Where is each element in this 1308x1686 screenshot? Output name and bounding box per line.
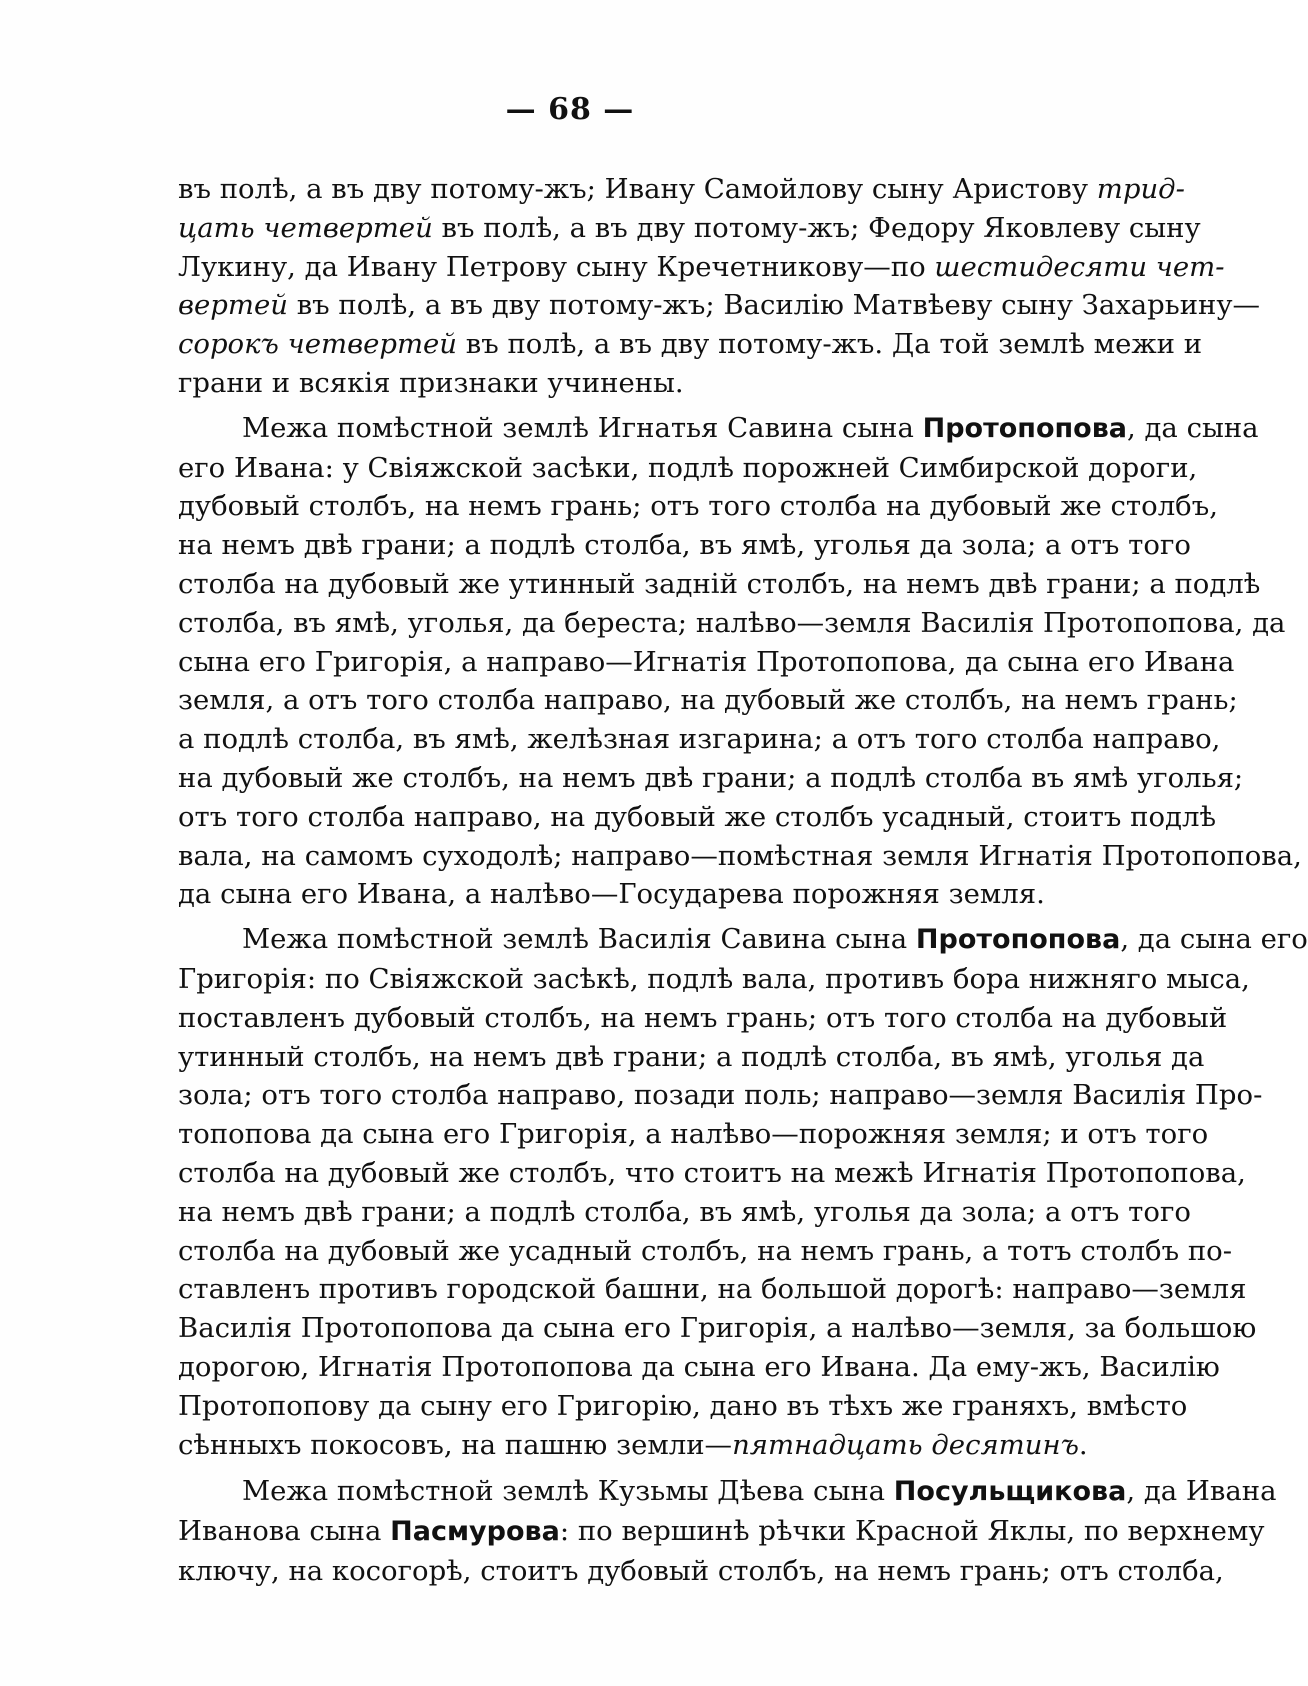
text-line: [178, 1115, 1209, 1154]
text-line: [178, 875, 1090, 914]
text-run: ставленъ противъ городской башни, на большой дорогѣ: направо—земля: [178, 1273, 1247, 1306]
text-line: [178, 604, 1286, 643]
text-run: ключу, на косогорѣ, стоитъ дубовый столбъ, на немъ грань; отъ столба,: [178, 1554, 1224, 1587]
text-run: грани и всякія признаки учинены.: [178, 366, 684, 399]
text-run: сѣнныхъ покосовъ, на пашню земли—: [178, 1428, 733, 1461]
italic-text: пятнадцать десятинъ: [732, 1428, 1079, 1461]
text-line: [178, 999, 1228, 1038]
paragraph-p1: [178, 170, 1261, 403]
text-run: топопова да сына его Григорія, а налѣво—порожняя земля; и отъ того: [178, 1118, 1209, 1151]
text-run: столба, въ ямѣ, уголья, да береста; налѣво—земля Василія Протопопова, да: [178, 606, 1286, 639]
text-run: столба на дубовый же столбъ, что стоитъ на межѣ Игнатія Протопопова,: [178, 1156, 1246, 1189]
page-number: — 68 —: [505, 92, 635, 127]
text-line: [178, 209, 1201, 248]
text-line: [178, 643, 1235, 682]
text-run: Иванова сына: [178, 1515, 391, 1548]
italic-text: шестидесяти чет-: [934, 250, 1225, 283]
bold-surname: Пасмурова: [390, 1516, 560, 1548]
text-line: [178, 487, 1218, 526]
text-run: , да сына: [1127, 411, 1259, 444]
text-run: отъ того столба направо, на дубовый же столбъ усадный, стоитъ подлѣ: [178, 800, 1217, 833]
text-run: Межа помѣстной землѣ Василія Савина сына: [242, 923, 916, 956]
text-run: Василія Протопопова да сына его Григорія, а налѣво—земля, за большою: [178, 1312, 1257, 1345]
text-line: [178, 759, 1244, 798]
bold-surname: Протопопова: [922, 412, 1128, 444]
text-line: [178, 1348, 1220, 1387]
text-run: столба на дубовый же утинный задній столбъ, на немъ двѣ грани; а подлѣ: [178, 567, 1261, 600]
text-run: дубовый столбъ, на немъ грань; отъ того столба на дубовый же столбъ,: [178, 490, 1218, 523]
text-run: да сына его Ивана, а налѣво—Государева порожняя земля.: [178, 878, 1045, 911]
text-line: [178, 837, 1302, 876]
text-line: [178, 1193, 1191, 1232]
text-run: .: [1078, 1428, 1088, 1461]
text-run: дорогою, Игнатія Протопопова да сына его Ивана. Да ему-жъ, Василію: [178, 1350, 1220, 1383]
bold-surname: Протопопова: [915, 924, 1121, 956]
text-line: [178, 449, 1198, 488]
text-line: [178, 681, 1238, 720]
text-run: поставленъ дубовый столбъ, на немъ грань; отъ того столба на дубовый: [178, 1001, 1228, 1034]
text-line: [178, 286, 1261, 325]
text-line: [178, 1426, 1090, 1465]
text-line: [178, 1154, 1246, 1193]
text-line: [178, 960, 1250, 999]
text-run: на немъ двѣ грани; а подлѣ столба, въ ямѣ, уголья да зола; а отъ того: [178, 529, 1191, 562]
text-run: зола; отъ того столба направо, позади поль; направо—земля Василія Про-: [178, 1079, 1263, 1112]
text-run: а подлѣ столба, въ ямѣ, желѣзная изгарина; а отъ того столба направо,: [178, 723, 1221, 756]
text-line: [178, 1387, 1188, 1426]
text-run: въ полѣ, а въ дву потому-жъ; Василію Матвѣеву сыну Захарьину—: [287, 289, 1261, 322]
text-run: на дубовый же столбъ, на немъ двѣ грани; а подлѣ столба въ ямѣ уголья;: [178, 761, 1244, 794]
text-run: земля, а отъ того столба направо, на дубовый же столбъ, на немъ грань;: [178, 684, 1238, 717]
text-run: утинный столбъ, на немъ двѣ грани; а подлѣ столба, въ ямѣ, уголья да: [178, 1040, 1205, 1073]
body-text: [178, 170, 1308, 1591]
paragraph-p3: [178, 920, 1308, 1464]
text-run: Межа помѣстной землѣ Игнатья Савина сына: [242, 411, 923, 444]
text-line: [178, 720, 1221, 759]
italic-text: вертей: [178, 289, 288, 322]
text-line: [178, 920, 1308, 960]
italic-text: цать четвертей: [178, 211, 433, 244]
text-run: Лукину, да Ивану Петрову сыну Кречетникову—по: [178, 250, 935, 283]
text-run: въ полѣ, а въ дву потому-жъ; Федору Яковлеву сыну: [432, 211, 1201, 244]
text-run: въ полѣ, а въ дву потому-жъ. Да той землѣ межи и: [457, 328, 1203, 361]
text-line: [178, 1038, 1205, 1077]
text-line: [178, 1270, 1247, 1309]
text-line: [178, 1309, 1257, 1348]
italic-text: трид-: [1096, 173, 1185, 205]
text-line: [178, 1512, 1265, 1552]
text-run: на немъ двѣ грани; а подлѣ столба, въ ямѣ, уголья да зола; а отъ того: [178, 1195, 1191, 1228]
text-run: Межа помѣстной землѣ Кузьмы Дѣева сына: [242, 1475, 894, 1508]
text-line: [178, 1076, 1263, 1115]
text-run: Григорія: по Свіяжской засѣкѣ, подлѣ вала, противъ бора нижняго мыса,: [178, 962, 1250, 995]
text-line: [178, 364, 1090, 403]
text-run: сына его Григорія, а направо—Игнатія Протопопова, да сына его Ивана: [178, 645, 1235, 678]
text-run: вала, на самомъ суходолѣ; направо—помѣстная земля Игнатія Протопопова,: [178, 839, 1302, 872]
text-line: [178, 1472, 1277, 1512]
text-line: [178, 565, 1261, 604]
text-line: [178, 170, 1185, 209]
text-line: [178, 409, 1259, 449]
text-run: : по вершинѣ рѣчки Красной Яклы, по верхнему: [559, 1515, 1265, 1548]
paragraph-p4: [178, 1472, 1277, 1590]
text-line: [178, 1232, 1233, 1271]
text-run: его Ивана: у Свіяжской засѣки, подлѣ порожней Симбирской дороги,: [178, 451, 1198, 484]
text-run: въ полѣ, а въ дву потому-жъ; Ивану Самойлову сыну Аристову: [178, 173, 1097, 205]
text-line: [178, 798, 1217, 837]
text-line: [178, 325, 1203, 364]
italic-text: сорокъ четвертей: [178, 328, 458, 361]
text-line: [178, 1552, 1224, 1591]
text-run: , да Ивана: [1126, 1475, 1277, 1508]
text-run: столба на дубовый же усадный столбъ, на немъ грань, а тотъ столбъ по-: [178, 1234, 1233, 1267]
paragraph-p2: [178, 409, 1302, 914]
text-run: Протопопову да сыну его Григорію, дано въ тѣхъ же граняхъ, вмѣсто: [178, 1389, 1188, 1422]
text-line: [178, 248, 1225, 287]
bold-surname: Посульщикова: [893, 1476, 1127, 1508]
text-run: , да сына его: [1120, 923, 1308, 956]
text-line: [178, 526, 1191, 565]
